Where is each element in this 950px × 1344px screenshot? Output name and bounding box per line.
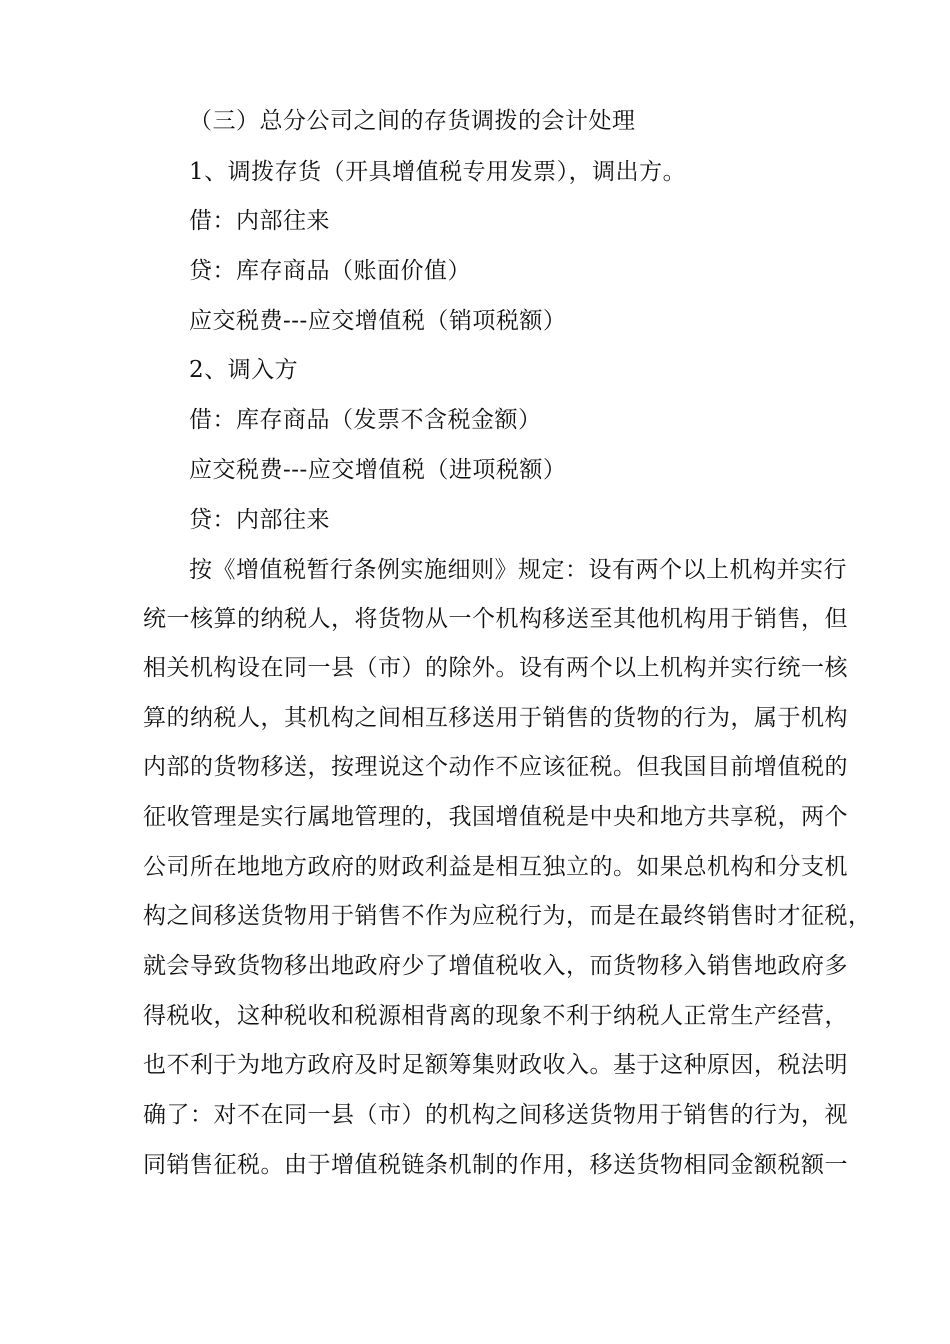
paragraph-line: 按《增值税暂行条例实施细则》规定：设有两个以上机构并实行 [189, 557, 847, 583]
paragraph-line: 相关机构设在同一县（市）的除外。设有两个以上机构并实行统一核 [143, 655, 848, 681]
paragraph-line: 也不利于为地方政府及时足额筹集财政收入。基于这种原因，税法明 [143, 1052, 848, 1078]
paragraph-line: 得税收，这种税收和税源相背离的现象不利于纳税人正常生产经营， [143, 1003, 848, 1029]
entry-line: 应交税费---应交增值税（销项税额） [189, 308, 567, 334]
paragraph-line: 统一核算的纳税人，将货物从一个机构移送至其他机构用于销售，但 [143, 606, 848, 632]
entry-line: 借：库存商品（发票不含税金额） [189, 407, 542, 433]
paragraph-line: 构之间移送货物用于销售不作为应税行为，而是在最终销售时才征税， [143, 903, 872, 929]
paragraph-line: 公司所在地地方政府的财政利益是相互独立的。如果总机构和分支机 [143, 854, 848, 880]
entry-line: 应交税费---应交增值税（进项税额） [189, 457, 567, 483]
paragraph-line: 就会导致货物移出地政府少了增值税收入，而货物移入销售地政府多 [143, 953, 848, 979]
paragraph-line: 算的纳税人，其机构之间相互移送用于销售的货物的行为，属于机构 [143, 705, 848, 731]
section-heading: （三）总分公司之间的存货调拨的会计处理 [189, 108, 636, 134]
paragraph-line: 内部的货物移送，按理说这个动作不应该征税。但我国目前增值税的 [143, 754, 848, 780]
paragraph-line: 同销售征税。由于增值税链条机制的作用，移送货物相同金额税额一 [143, 1152, 848, 1178]
entry-line: 2、调入方 [189, 357, 299, 383]
paragraph-line: 确了：对不在同一县（市）的机构之间移送货物用于销售的行为，视 [143, 1102, 848, 1128]
entry-line: 1、调拨存货（开具增值税专用发票），调出方。 [189, 159, 687, 185]
paragraph-line: 征收管理是实行属地管理的，我国增值税是中央和地方共享税，两个 [143, 804, 848, 830]
entry-line: 贷：内部往来 [189, 507, 330, 533]
entry-line: 借：内部往来 [189, 208, 330, 234]
entry-line: 贷：库存商品（账面价值） [189, 258, 471, 284]
